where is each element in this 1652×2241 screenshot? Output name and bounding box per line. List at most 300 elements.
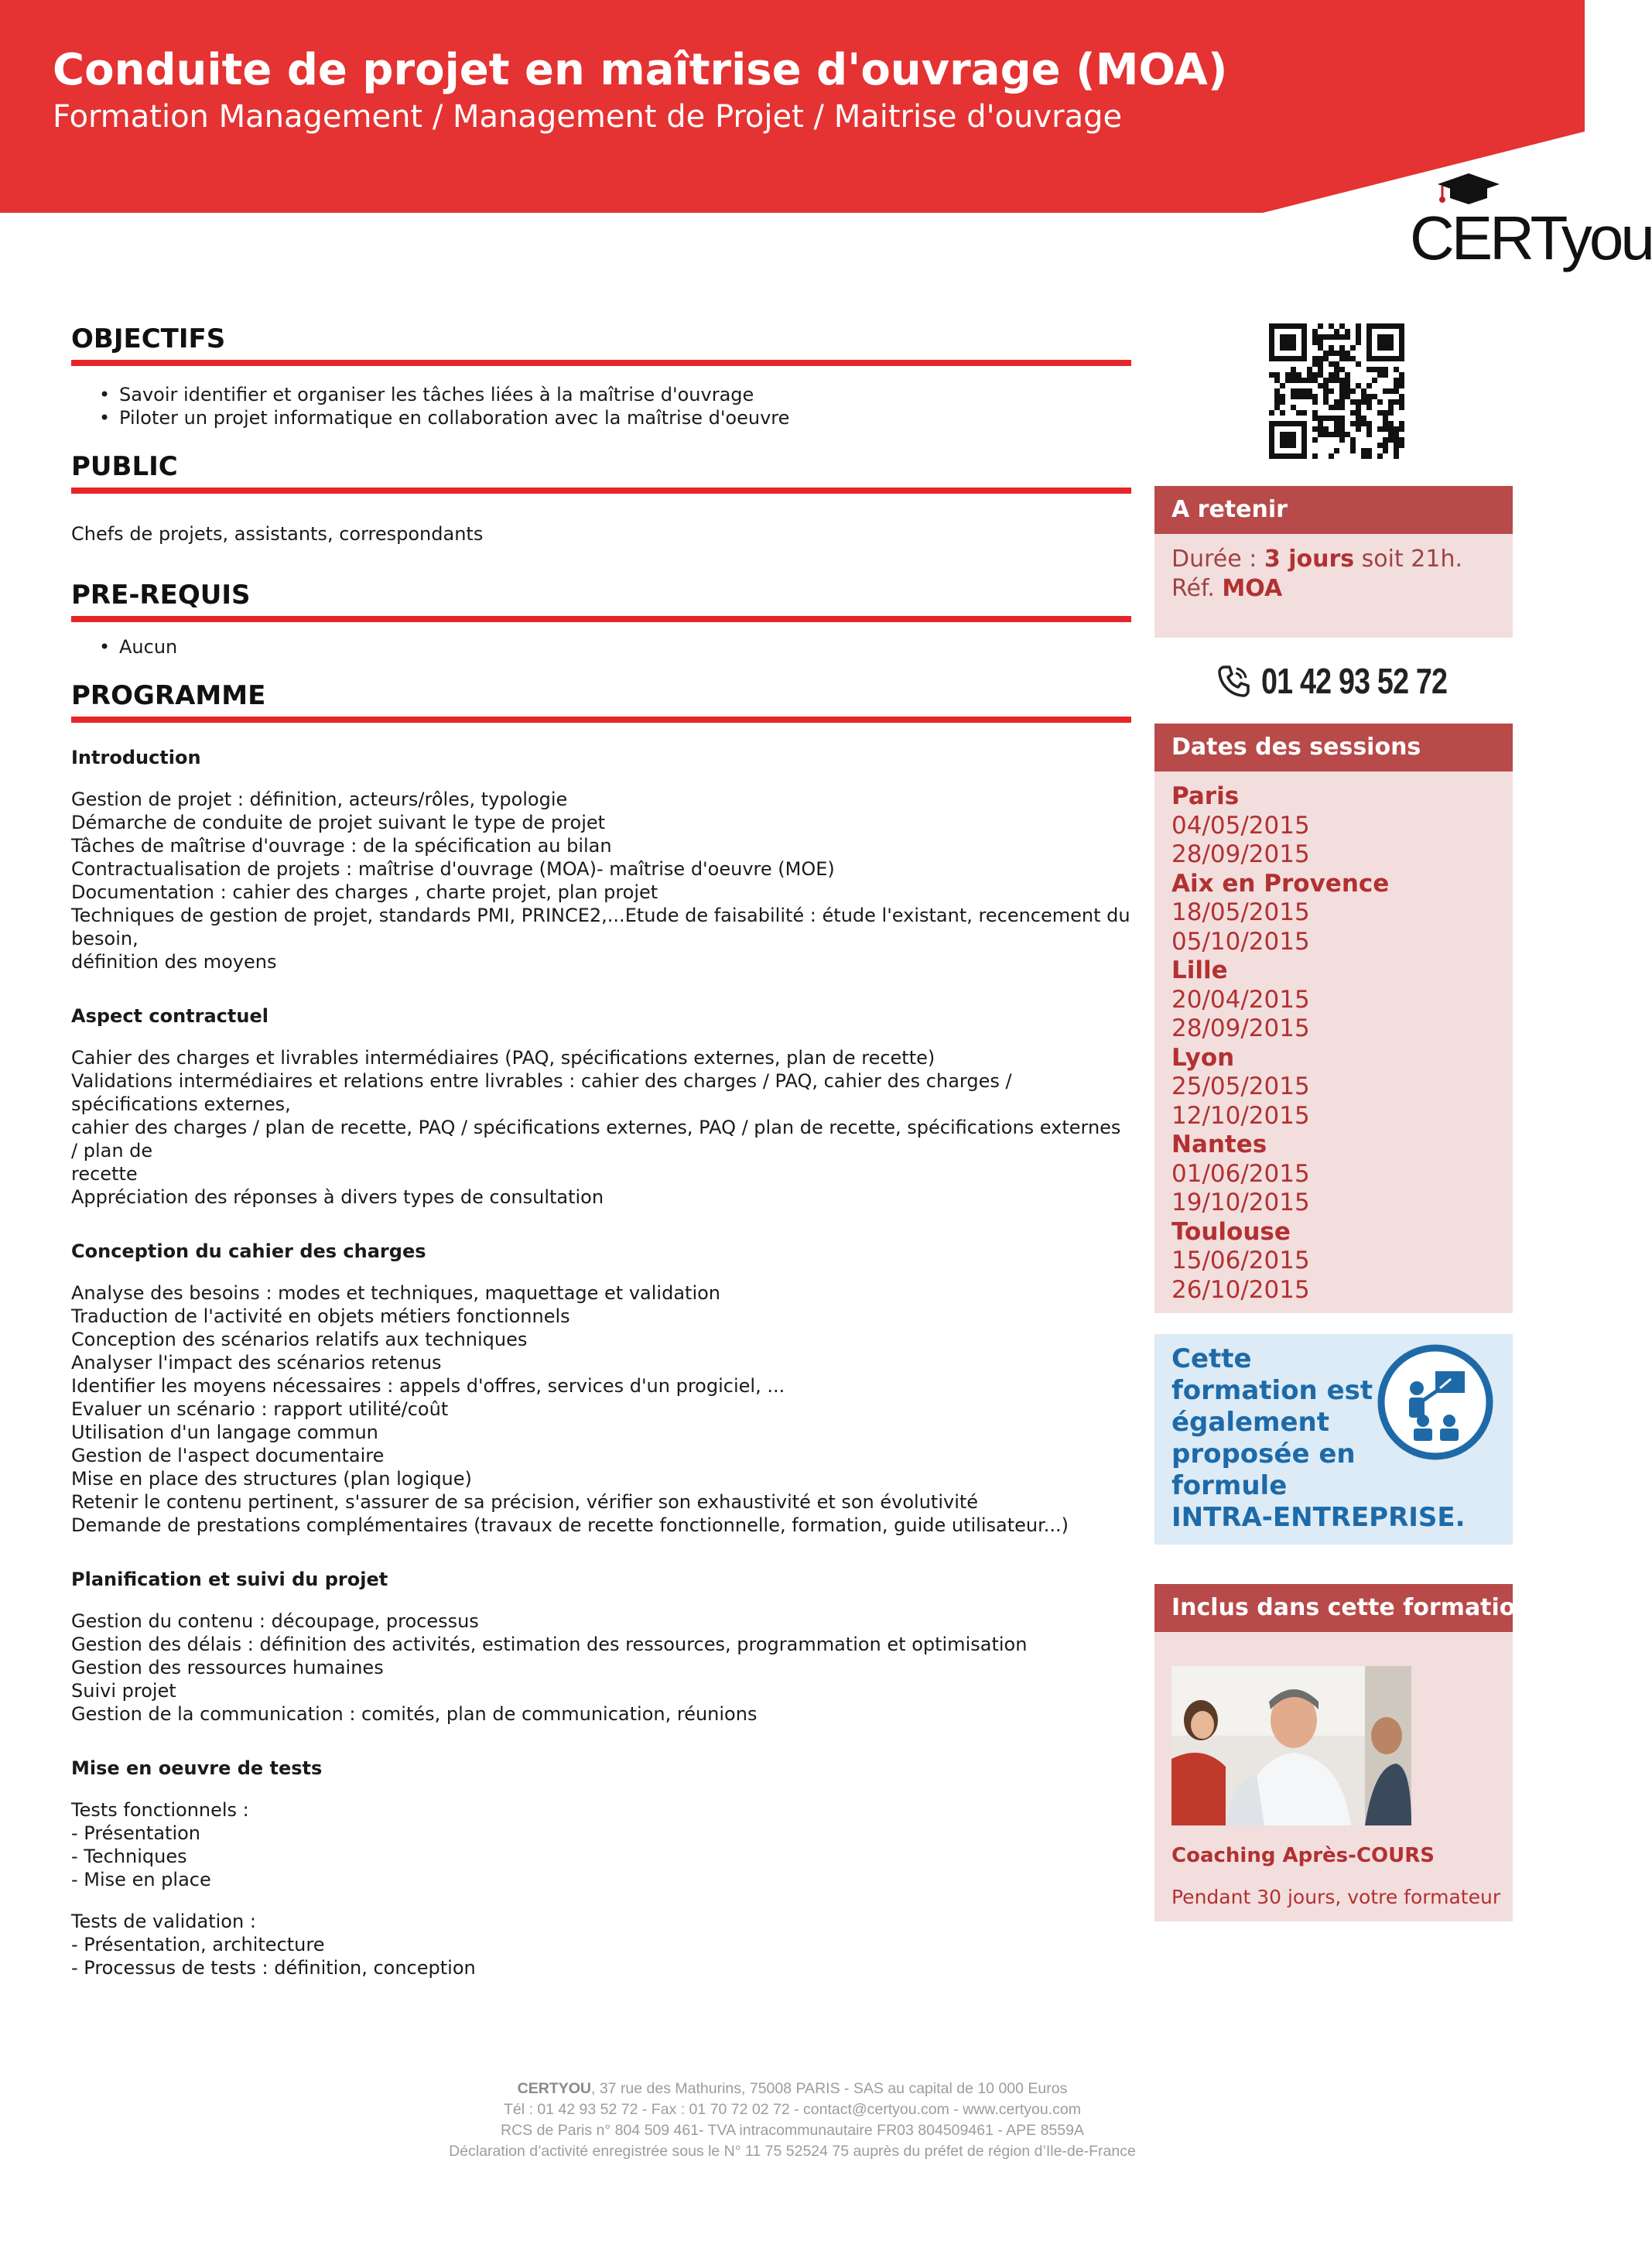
qr-module bbox=[1291, 437, 1296, 443]
qr-module bbox=[1356, 361, 1361, 367]
qr-module bbox=[1366, 405, 1372, 410]
qr-module bbox=[1285, 323, 1291, 329]
qr-module bbox=[1372, 356, 1377, 361]
qr-module bbox=[1339, 394, 1345, 399]
programme-line: Démarche de conduite de projet suivant le type de projet bbox=[71, 812, 606, 833]
header-band bbox=[0, 0, 1585, 213]
qr-module bbox=[1291, 405, 1296, 410]
qr-module bbox=[1361, 399, 1366, 405]
qr-module bbox=[1366, 345, 1372, 351]
phone-icon bbox=[1216, 664, 1250, 698]
qr-module bbox=[1280, 432, 1285, 437]
qr-module bbox=[1350, 388, 1356, 394]
qr-module bbox=[1312, 334, 1318, 340]
qr-module bbox=[1334, 378, 1339, 383]
qr-module bbox=[1285, 421, 1291, 426]
inclus-item-desc: Pendant 30 jours, votre formateur bbox=[1171, 1886, 1501, 1908]
qr-module bbox=[1377, 356, 1383, 361]
qr-module bbox=[1388, 323, 1394, 329]
qr-module bbox=[1377, 345, 1383, 351]
qr-module bbox=[1366, 383, 1372, 388]
qr-module bbox=[1269, 323, 1274, 329]
qr-module bbox=[1334, 426, 1339, 432]
qr-module bbox=[1350, 356, 1356, 361]
section-title-prerequis: PRE-REQUIS bbox=[71, 580, 251, 611]
session-date[interactable]: 26/10/2015 bbox=[1171, 1275, 1310, 1304]
session-city: Lyon bbox=[1171, 1043, 1235, 1072]
qr-module bbox=[1285, 443, 1291, 448]
qr-module bbox=[1269, 437, 1274, 443]
programme-line: - Techniques bbox=[71, 1846, 187, 1867]
section-divider bbox=[71, 488, 1131, 494]
qr-module bbox=[1296, 356, 1301, 361]
qr-module bbox=[1339, 388, 1345, 394]
programme-heading: Planification et suivi du projet bbox=[71, 1569, 388, 1590]
programme-line: Gestion de l'aspect documentaire bbox=[71, 1445, 385, 1466]
footer-line: RCS de Paris n° 804 509 461- TVA intracommunautaire FR03 804509461 - APE 8559A bbox=[501, 2122, 1084, 2139]
qr-module bbox=[1296, 394, 1301, 399]
inclus-title: Inclus dans cette formation bbox=[1154, 1584, 1513, 1632]
qr-module bbox=[1372, 323, 1377, 329]
qr-module bbox=[1280, 345, 1285, 351]
programme-heading: Introduction bbox=[71, 747, 201, 768]
qr-module bbox=[1323, 432, 1329, 437]
session-date[interactable]: 28/09/2015 bbox=[1171, 1014, 1310, 1042]
programme-line: recette bbox=[71, 1163, 138, 1185]
qr-module bbox=[1383, 345, 1388, 351]
programme-line: Cahier des charges et livrables intermédiaires (PAQ, spécifications externes, plan de recette) bbox=[71, 1047, 935, 1069]
session-date[interactable]: 20/04/2015 bbox=[1171, 985, 1310, 1014]
qr-module bbox=[1329, 334, 1334, 340]
qr-module bbox=[1301, 340, 1307, 345]
qr-module bbox=[1323, 388, 1329, 394]
qr-module bbox=[1334, 351, 1339, 356]
qr-module bbox=[1399, 421, 1404, 426]
qr-module bbox=[1366, 340, 1372, 345]
programme-line: - Présentation bbox=[71, 1822, 201, 1844]
qr-module bbox=[1388, 399, 1394, 405]
programme-line: Analyser l'impact des scénarios retenus bbox=[71, 1352, 442, 1374]
qr-module bbox=[1323, 383, 1329, 388]
qr-module bbox=[1312, 399, 1318, 405]
qr-module bbox=[1301, 448, 1307, 453]
qr-module bbox=[1361, 394, 1366, 399]
qr-module bbox=[1323, 394, 1329, 399]
qr-module bbox=[1307, 394, 1312, 399]
section-title-public: PUBLIC bbox=[71, 451, 178, 482]
qr-module bbox=[1372, 378, 1377, 383]
qr-module bbox=[1394, 388, 1399, 394]
certyou-logo[interactable] bbox=[1401, 172, 1652, 272]
qr-module bbox=[1394, 399, 1399, 405]
section-prerequis bbox=[71, 580, 1131, 659]
qr-module bbox=[1329, 388, 1334, 394]
qr-module bbox=[1318, 361, 1323, 367]
qr-module bbox=[1377, 426, 1383, 432]
qr-module bbox=[1301, 356, 1307, 361]
qr-module bbox=[1399, 356, 1404, 361]
qr-module bbox=[1296, 388, 1301, 394]
qr-module bbox=[1301, 410, 1307, 416]
section-programme bbox=[71, 680, 1131, 1979]
qr-module bbox=[1339, 323, 1345, 329]
qr-module bbox=[1388, 426, 1394, 432]
inclus-box bbox=[1154, 1584, 1532, 1921]
programme-line: Validations intermédiaires et relations entre livrables : cahier des charges / PAQ, cahier des charges / spécifications externes, bbox=[71, 1070, 1012, 1115]
qr-module bbox=[1394, 443, 1399, 448]
ref-value: MOA bbox=[1222, 575, 1283, 602]
qr-module bbox=[1388, 345, 1394, 351]
qr-module bbox=[1356, 323, 1361, 329]
qr-module bbox=[1350, 399, 1356, 405]
qr-module bbox=[1388, 421, 1394, 426]
duree-label: Durée : bbox=[1171, 546, 1264, 573]
logo-text: CERTyou bbox=[1410, 204, 1652, 272]
programme-line: - Processus de tests : définition, conception bbox=[71, 1957, 476, 1979]
programme-line: Techniques de gestion de projet, standards PMI, PRINCE2,...Etude de faisabilité : étude l'existant, recencement du besoin, bbox=[71, 905, 1130, 949]
qr-module bbox=[1388, 388, 1394, 394]
qr-module bbox=[1301, 421, 1307, 426]
qr-module bbox=[1312, 410, 1318, 416]
footer-company: CERTYOU bbox=[517, 2080, 591, 2097]
session-city: Aix en Provence bbox=[1171, 869, 1390, 898]
qr-module bbox=[1366, 421, 1372, 426]
qr-module bbox=[1329, 432, 1334, 437]
qr-module bbox=[1291, 421, 1296, 426]
qr-module bbox=[1399, 372, 1404, 378]
qr-module bbox=[1345, 383, 1350, 388]
programme-line: cahier des charges / plan de recette, PAQ / spécifications externes, PAQ / plan de recette, spécifications externes / plan de bbox=[71, 1117, 1121, 1162]
intra-line: proposée en bbox=[1171, 1439, 1356, 1469]
qr-module bbox=[1269, 351, 1274, 356]
qr-module bbox=[1399, 383, 1404, 388]
qr-module bbox=[1394, 378, 1399, 383]
qr-module bbox=[1312, 378, 1318, 383]
qr-module bbox=[1285, 356, 1291, 361]
programme-blocks bbox=[71, 746, 1131, 1979]
qr-module bbox=[1301, 378, 1307, 383]
qr-module bbox=[1312, 437, 1318, 443]
session-date[interactable]: 19/10/2015 bbox=[1171, 1189, 1310, 1216]
qr-module bbox=[1312, 426, 1318, 432]
qr-module bbox=[1394, 448, 1399, 453]
qr-module bbox=[1339, 378, 1345, 383]
qr-module bbox=[1339, 432, 1345, 437]
qr-module bbox=[1323, 426, 1329, 432]
qr-module bbox=[1350, 448, 1356, 453]
qr-module bbox=[1312, 361, 1318, 367]
qr-module bbox=[1269, 334, 1274, 340]
qr-module bbox=[1388, 356, 1394, 361]
qr-module bbox=[1318, 432, 1323, 437]
programme-line: - Présentation, architecture bbox=[71, 1934, 325, 1955]
qr-module bbox=[1399, 329, 1404, 334]
qr-module bbox=[1318, 421, 1323, 426]
qr-module bbox=[1361, 448, 1366, 453]
qr-module bbox=[1339, 437, 1345, 443]
qr-module bbox=[1285, 340, 1291, 345]
qr-module bbox=[1356, 340, 1361, 345]
footer-line: Tél : 01 42 93 52 72 - Fax : 01 70 72 02 72 - contact@certyou.com - www.certyou.com bbox=[504, 2101, 1081, 2118]
qr-module bbox=[1356, 426, 1361, 432]
session-city: Toulouse bbox=[1171, 1217, 1291, 1246]
qr-module bbox=[1334, 361, 1339, 367]
session-date[interactable]: 18/05/2015 bbox=[1171, 898, 1310, 926]
qr-module bbox=[1269, 432, 1274, 437]
qr-module bbox=[1334, 372, 1339, 378]
qr-module bbox=[1274, 421, 1280, 426]
qr-module bbox=[1377, 367, 1383, 372]
qr-module bbox=[1383, 443, 1388, 448]
qr-module bbox=[1399, 345, 1404, 351]
qr-module bbox=[1323, 378, 1329, 383]
qr-module bbox=[1280, 383, 1285, 388]
session-date[interactable]: 01/06/2015 bbox=[1171, 1159, 1310, 1188]
qr-module bbox=[1366, 356, 1372, 361]
session-date[interactable]: 05/10/2015 bbox=[1171, 927, 1310, 956]
qr-module bbox=[1334, 399, 1339, 405]
qr-module bbox=[1329, 453, 1334, 459]
programme-line: Gestion de projet : définition, acteurs/rôles, typologie bbox=[71, 789, 568, 810]
programme-block bbox=[71, 1757, 1131, 1979]
programme-line: Gestion des délais : définition des activités, estimation des ressources, programmation et optimisation bbox=[71, 1634, 1028, 1655]
qr-module bbox=[1361, 416, 1366, 421]
prerequis-list bbox=[71, 635, 1131, 659]
qr-module bbox=[1274, 399, 1280, 405]
qr-module bbox=[1329, 351, 1334, 356]
section-public bbox=[71, 451, 1131, 546]
qr-module bbox=[1350, 443, 1356, 448]
qr-module bbox=[1301, 323, 1307, 329]
ref-label: Réf. bbox=[1171, 575, 1223, 602]
qr-module bbox=[1307, 378, 1312, 383]
qr-module bbox=[1383, 416, 1388, 421]
qr-module bbox=[1280, 394, 1285, 399]
qr-module bbox=[1339, 345, 1345, 351]
qr-module bbox=[1388, 334, 1394, 340]
sessions-box bbox=[1154, 724, 1513, 1313]
section-title-programme: PROGRAMME bbox=[71, 680, 266, 711]
qr-module bbox=[1291, 443, 1296, 448]
qr-module bbox=[1377, 323, 1383, 329]
qr-module bbox=[1345, 372, 1350, 378]
qr-module bbox=[1345, 394, 1350, 399]
qr-module bbox=[1280, 340, 1285, 345]
phone-contact[interactable] bbox=[1216, 658, 1488, 704]
qr-module bbox=[1383, 340, 1388, 345]
page-title: Conduite de projet en maîtrise d'ouvrage (MOA) bbox=[53, 45, 1228, 95]
qr-module bbox=[1323, 356, 1329, 361]
qr-module bbox=[1339, 383, 1345, 388]
sessions-list bbox=[1154, 772, 1513, 1311]
programme-line: Contractualisation de projets : maîtrise d'ouvrage (MOA)- maîtrise d'oeuvre (MOE) bbox=[71, 858, 835, 880]
qr-module bbox=[1280, 421, 1285, 426]
qr-module bbox=[1280, 437, 1285, 443]
qr-module bbox=[1318, 426, 1323, 432]
programme-heading: Mise en oeuvre de tests bbox=[71, 1757, 323, 1779]
qr-module bbox=[1269, 372, 1274, 378]
qr-module bbox=[1366, 399, 1372, 405]
qr-module bbox=[1339, 426, 1345, 432]
qr-module bbox=[1318, 356, 1323, 361]
qr-module bbox=[1366, 448, 1372, 453]
objectifs-list bbox=[71, 383, 1131, 429]
qr-module bbox=[1296, 410, 1301, 416]
qr-module bbox=[1301, 351, 1307, 356]
qr-module bbox=[1312, 372, 1318, 378]
intra-line: également bbox=[1171, 1407, 1329, 1438]
qr-module bbox=[1291, 345, 1296, 351]
programme-line: Traduction de l'activité en objets métiers fonctionnels bbox=[71, 1305, 570, 1327]
section-divider bbox=[71, 616, 1131, 622]
programme-line: Evaluer un scénario : rapport utilité/coût bbox=[71, 1398, 449, 1420]
qr-module bbox=[1312, 356, 1318, 361]
qr-code[interactable] bbox=[1269, 323, 1404, 459]
programme-line: Retenir le contenu pertinent, s'assurer de sa précision, vérifier son exhaustivité et son évolutivité bbox=[71, 1491, 979, 1513]
qr-module bbox=[1329, 378, 1334, 383]
qr-module bbox=[1280, 443, 1285, 448]
qr-module bbox=[1366, 334, 1372, 340]
session-date[interactable]: 25/05/2015 bbox=[1171, 1073, 1310, 1100]
programme-line: Gestion du contenu : découpage, processus bbox=[71, 1610, 479, 1632]
qr-module bbox=[1356, 383, 1361, 388]
programme-line: Identifier les moyens nécessaires : appels d'offres, services d'un progiciel, ... bbox=[71, 1375, 785, 1397]
classroom-icon bbox=[1377, 1343, 1494, 1461]
qr-module bbox=[1307, 367, 1312, 372]
qr-module bbox=[1274, 405, 1280, 410]
programme-block bbox=[71, 746, 1131, 973]
qr-module bbox=[1339, 367, 1345, 372]
footer-line bbox=[0, 2078, 1585, 2099]
programme-block bbox=[71, 1240, 1131, 1537]
qr-module bbox=[1296, 421, 1301, 426]
programme-line: Utilisation d'un langage commun bbox=[71, 1422, 378, 1443]
qr-module bbox=[1301, 437, 1307, 443]
qr-module bbox=[1383, 372, 1388, 378]
footer-address: , 37 rue des Mathurins, 75008 PARIS - SAS au capital de 10 000 Euros bbox=[591, 2080, 1068, 2097]
retenir-body bbox=[1154, 534, 1513, 614]
qr-module bbox=[1372, 394, 1377, 399]
duree-line bbox=[1171, 545, 1496, 574]
qr-module bbox=[1345, 432, 1350, 437]
qr-module bbox=[1399, 340, 1404, 345]
qr-module bbox=[1383, 421, 1388, 426]
qr-module bbox=[1388, 340, 1394, 345]
programme-line: Demande de prestations complémentaires (travaux de recette fonctionnelle, formation, guide utilisateur...) bbox=[71, 1514, 1069, 1536]
qr-module bbox=[1296, 372, 1301, 378]
section-title-objectifs: OBJECTIFS bbox=[71, 323, 226, 354]
programme-line: Gestion de la communication : comités, plan de communication, réunions bbox=[71, 1703, 758, 1725]
qr-module bbox=[1318, 416, 1323, 421]
qr-module bbox=[1366, 432, 1372, 437]
qr-module bbox=[1318, 383, 1323, 388]
qr-module bbox=[1329, 405, 1334, 410]
ref-line bbox=[1171, 574, 1496, 604]
qr-module bbox=[1285, 372, 1291, 378]
qr-module bbox=[1307, 388, 1312, 394]
qr-module bbox=[1329, 372, 1334, 378]
qr-module bbox=[1329, 416, 1334, 421]
qr-module bbox=[1291, 340, 1296, 345]
qr-module bbox=[1274, 453, 1280, 459]
qr-module bbox=[1366, 323, 1372, 329]
intra-entreprise-box[interactable] bbox=[1154, 1334, 1513, 1545]
qr-module bbox=[1291, 372, 1296, 378]
qr-module bbox=[1339, 351, 1345, 356]
qr-module bbox=[1394, 356, 1399, 361]
qr-module bbox=[1350, 345, 1356, 351]
qr-module bbox=[1334, 329, 1339, 334]
programme-line: Conception des scénarios relatifs aux techniques bbox=[71, 1329, 528, 1350]
qr-module bbox=[1350, 410, 1356, 416]
qr-module bbox=[1323, 399, 1329, 405]
qr-module bbox=[1280, 399, 1285, 405]
qr-module bbox=[1296, 378, 1301, 383]
qr-module bbox=[1345, 378, 1350, 383]
qr-module bbox=[1318, 372, 1323, 378]
duree-value: 3 jours bbox=[1264, 546, 1355, 573]
qr-module bbox=[1394, 367, 1399, 372]
session-city: Paris bbox=[1171, 782, 1240, 810]
qr-module bbox=[1334, 448, 1339, 453]
qr-module bbox=[1269, 410, 1274, 416]
qr-module bbox=[1383, 410, 1388, 416]
session-date[interactable]: 28/09/2015 bbox=[1171, 840, 1310, 868]
qr-module bbox=[1274, 356, 1280, 361]
qr-module bbox=[1291, 394, 1296, 399]
qr-module bbox=[1399, 378, 1404, 383]
qr-module bbox=[1345, 334, 1350, 340]
qr-module bbox=[1323, 416, 1329, 421]
session-city: Lille bbox=[1171, 956, 1228, 984]
programme-line: Tests de validation : bbox=[71, 1911, 256, 1932]
qr-module bbox=[1383, 388, 1388, 394]
qr-module bbox=[1291, 356, 1296, 361]
qr-module bbox=[1356, 329, 1361, 334]
qr-module bbox=[1291, 334, 1296, 340]
qr-module bbox=[1274, 388, 1280, 394]
qr-module bbox=[1301, 453, 1307, 459]
qr-module bbox=[1269, 448, 1274, 453]
qr-module bbox=[1339, 405, 1345, 410]
qr-module bbox=[1323, 334, 1329, 340]
qr-module bbox=[1291, 453, 1296, 459]
qr-module bbox=[1318, 345, 1323, 351]
qr-module bbox=[1301, 345, 1307, 351]
qr-module bbox=[1388, 405, 1394, 410]
qr-module bbox=[1318, 340, 1323, 345]
qr-module bbox=[1329, 361, 1334, 367]
inclus-item-title: Coaching Après-COURS bbox=[1171, 1844, 1435, 1867]
qr-module bbox=[1361, 421, 1366, 426]
qr-module bbox=[1399, 351, 1404, 356]
programme-block bbox=[71, 1004, 1131, 1209]
qr-module bbox=[1339, 399, 1345, 405]
qr-module bbox=[1345, 388, 1350, 394]
programme-block bbox=[71, 1568, 1131, 1726]
qr-module bbox=[1366, 329, 1372, 334]
main-content bbox=[71, 323, 1131, 1979]
session-date[interactable]: 12/10/2015 bbox=[1171, 1101, 1310, 1130]
qr-module bbox=[1285, 453, 1291, 459]
qr-module bbox=[1329, 345, 1334, 351]
session-date[interactable]: 04/05/2015 bbox=[1171, 811, 1310, 840]
session-date[interactable]: 15/06/2015 bbox=[1171, 1247, 1310, 1274]
qr-module bbox=[1269, 356, 1274, 361]
qr-module bbox=[1399, 426, 1404, 432]
qr-module bbox=[1383, 437, 1388, 443]
qr-module bbox=[1318, 323, 1323, 329]
